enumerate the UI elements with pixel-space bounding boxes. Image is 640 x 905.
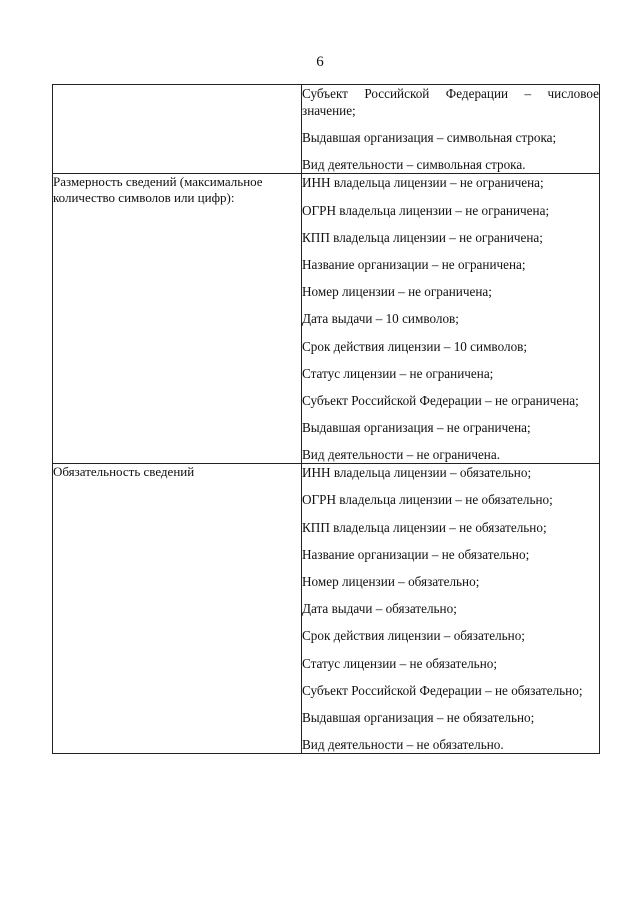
row-label: Размерность сведений (максимальное количество символов или цифр): [53, 174, 302, 464]
value-entry: Статус лицензии – не обязательно; [302, 655, 498, 671]
value-entry: Срок действия лицензии – 10 символов; [302, 338, 528, 354]
value-entry: Вид деятельности – символьная строка. [302, 157, 526, 173]
specification-table [52, 84, 600, 754]
value-entry: Название организации – не обязательно; [302, 546, 530, 562]
table-row [53, 174, 600, 464]
table-row [53, 464, 600, 754]
row-label: Обязательность сведений [53, 464, 302, 754]
value-entry: Субъект Российской Федерации – числовое значение; [302, 86, 599, 118]
value-entry: Выдавшая организация – символьная строка; [302, 130, 557, 146]
row-values [302, 85, 600, 174]
value-entry: Дата выдачи – 10 символов; [302, 311, 459, 327]
row-values [302, 174, 600, 464]
value-entry: Название организации – не ограничена; [302, 256, 526, 272]
page-number: 6 [316, 54, 324, 70]
value-entry: Номер лицензии – не ограничена; [302, 284, 492, 300]
value-entry: КПП владельца лицензии – не ограничена; [302, 229, 543, 245]
value-entry: Срок действия лицензии – обязательно; [302, 628, 525, 644]
value-entry: Выдавшая организация – не обязательно; [302, 709, 535, 725]
value-entry: Дата выдачи – обязательно; [302, 601, 457, 617]
value-entry: КПП владельца лицензии – не обязательно; [302, 519, 547, 535]
value-entry: Статус лицензии – не ограничена; [302, 365, 494, 381]
table-row [53, 85, 600, 174]
value-entry: ОГРН владельца лицензии – не ограничена; [302, 202, 550, 218]
value-entry: Субъект Российской Федерации – не ограничена; [302, 392, 579, 408]
value-entry: ИНН владельца лицензии – не ограничена; [302, 175, 544, 191]
row-values [302, 464, 600, 754]
value-entry: Выдавшая организация – не ограничена; [302, 420, 531, 436]
row-label [53, 85, 302, 174]
value-entry: Вид деятельности – не обязательно. [302, 737, 504, 753]
value-entry: Субъект Российской Федерации – не обязательно; [302, 682, 583, 698]
value-entry: ОГРН владельца лицензии – не обязательно; [302, 492, 553, 508]
value-entry: Номер лицензии – обязательно; [302, 574, 480, 589]
value-entry: Вид деятельности – не ограничена. [302, 447, 501, 463]
value-entry: ИНН владельца лицензии – обязательно; [302, 465, 532, 481]
